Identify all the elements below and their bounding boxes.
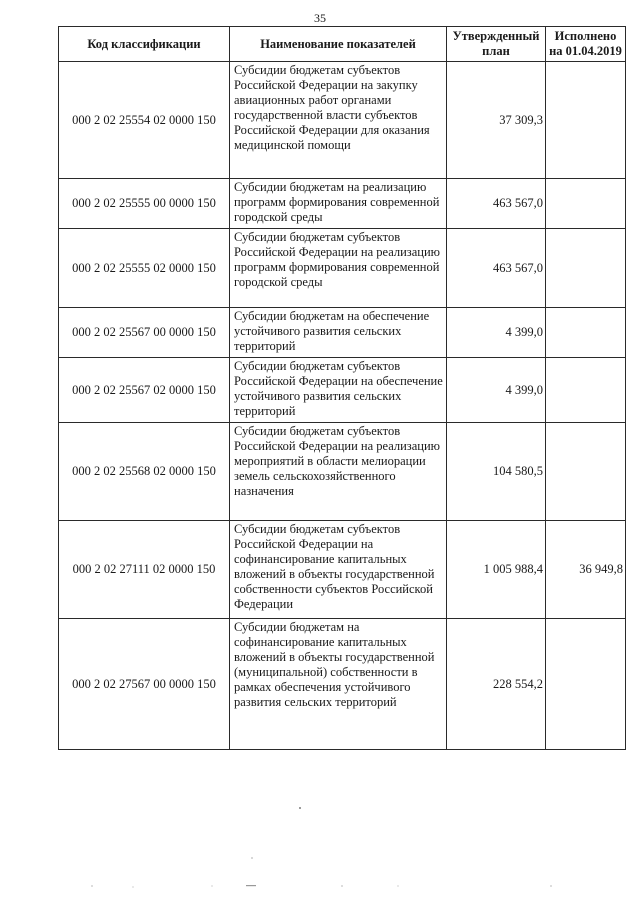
row-code: 000 2 02 27111 02 0000 150 <box>59 521 230 619</box>
table-row <box>59 308 626 358</box>
row-code: 000 2 02 25568 02 0000 150 <box>59 423 230 521</box>
scan-speck <box>212 886 213 887</box>
row-done <box>546 308 626 358</box>
page-number: 35 <box>314 11 326 25</box>
table-row <box>59 229 626 308</box>
header-name: Наименование показателей <box>230 27 447 62</box>
row-done <box>546 423 626 521</box>
scan-speck <box>133 887 134 888</box>
table-row <box>59 62 626 179</box>
scan-speck <box>299 807 301 809</box>
row-done <box>546 179 626 229</box>
row-name: Субсидии бюджетам на софинансирование капитальных вложений в объекты государственной (муниципальной) собственности в рамках обеспечения устойчивого развития сельских территорий <box>230 619 447 750</box>
row-code: 000 2 02 25555 02 0000 150 <box>59 229 230 308</box>
row-done <box>546 619 626 750</box>
header-code: Код классификации <box>59 27 230 62</box>
row-done <box>546 358 626 423</box>
row-done <box>546 229 626 308</box>
row-plan: 37 309,3 <box>447 62 546 179</box>
row-plan: 4 399,0 <box>447 308 546 358</box>
scan-speck <box>341 885 342 886</box>
row-name: Субсидии бюджетам субъектов Российской Федерации на реализацию программ формирования современной городской среды <box>230 229 447 308</box>
table-header-row <box>59 27 626 62</box>
row-code: 000 2 02 25567 02 0000 150 <box>59 358 230 423</box>
row-name: Субсидии бюджетам на реализацию программ формирования современной городской среды <box>230 179 447 229</box>
scan-speck <box>251 857 252 858</box>
row-plan: 463 567,0 <box>447 179 546 229</box>
header-done: Исполнено на 01.04.2019 <box>546 27 626 62</box>
row-name: Субсидии бюджетам субъектов Российской Федерации на закупку авиационных работ органами государственной власти субъектов Российской Федерации для оказания медицинской помощи <box>230 62 447 179</box>
table-row <box>59 521 626 619</box>
header-plan: Утвержденный план <box>447 27 546 62</box>
row-name: Субсидии бюджетам субъектов Российской Федерации на обеспечение устойчивого развития сельских территорий <box>230 358 447 423</box>
row-plan: 104 580,5 <box>447 423 546 521</box>
row-plan: 463 567,0 <box>447 229 546 308</box>
scan-speck <box>246 885 256 886</box>
scan-speck <box>398 886 399 887</box>
row-code: 000 2 02 25554 02 0000 150 <box>59 62 230 179</box>
row-done: 36 949,8 <box>546 521 626 619</box>
budget-table <box>58 26 626 750</box>
row-name: Субсидии бюджетам субъектов Российской Федерации на софинансирование капитальных вложений в объекты государственной собственности субъектов Российской Федерации <box>230 521 447 619</box>
row-plan: 228 554,2 <box>447 619 546 750</box>
table-row <box>59 179 626 229</box>
row-code: 000 2 02 27567 00 0000 150 <box>59 619 230 750</box>
row-code: 000 2 02 25555 00 0000 150 <box>59 179 230 229</box>
row-name: Субсидии бюджетам субъектов Российской Федерации на реализацию мероприятий в области мелиорации земель сельскохозяйственного назначения <box>230 423 447 521</box>
table-row <box>59 423 626 521</box>
scan-speck <box>550 885 551 886</box>
scan-speck <box>91 885 92 886</box>
row-plan: 4 399,0 <box>447 358 546 423</box>
row-name: Субсидии бюджетам на обеспечение устойчивого развития сельских территорий <box>230 308 447 358</box>
row-code: 000 2 02 25567 00 0000 150 <box>59 308 230 358</box>
table-row <box>59 619 626 750</box>
row-done <box>546 62 626 179</box>
table-row <box>59 358 626 423</box>
row-plan: 1 005 988,4 <box>447 521 546 619</box>
